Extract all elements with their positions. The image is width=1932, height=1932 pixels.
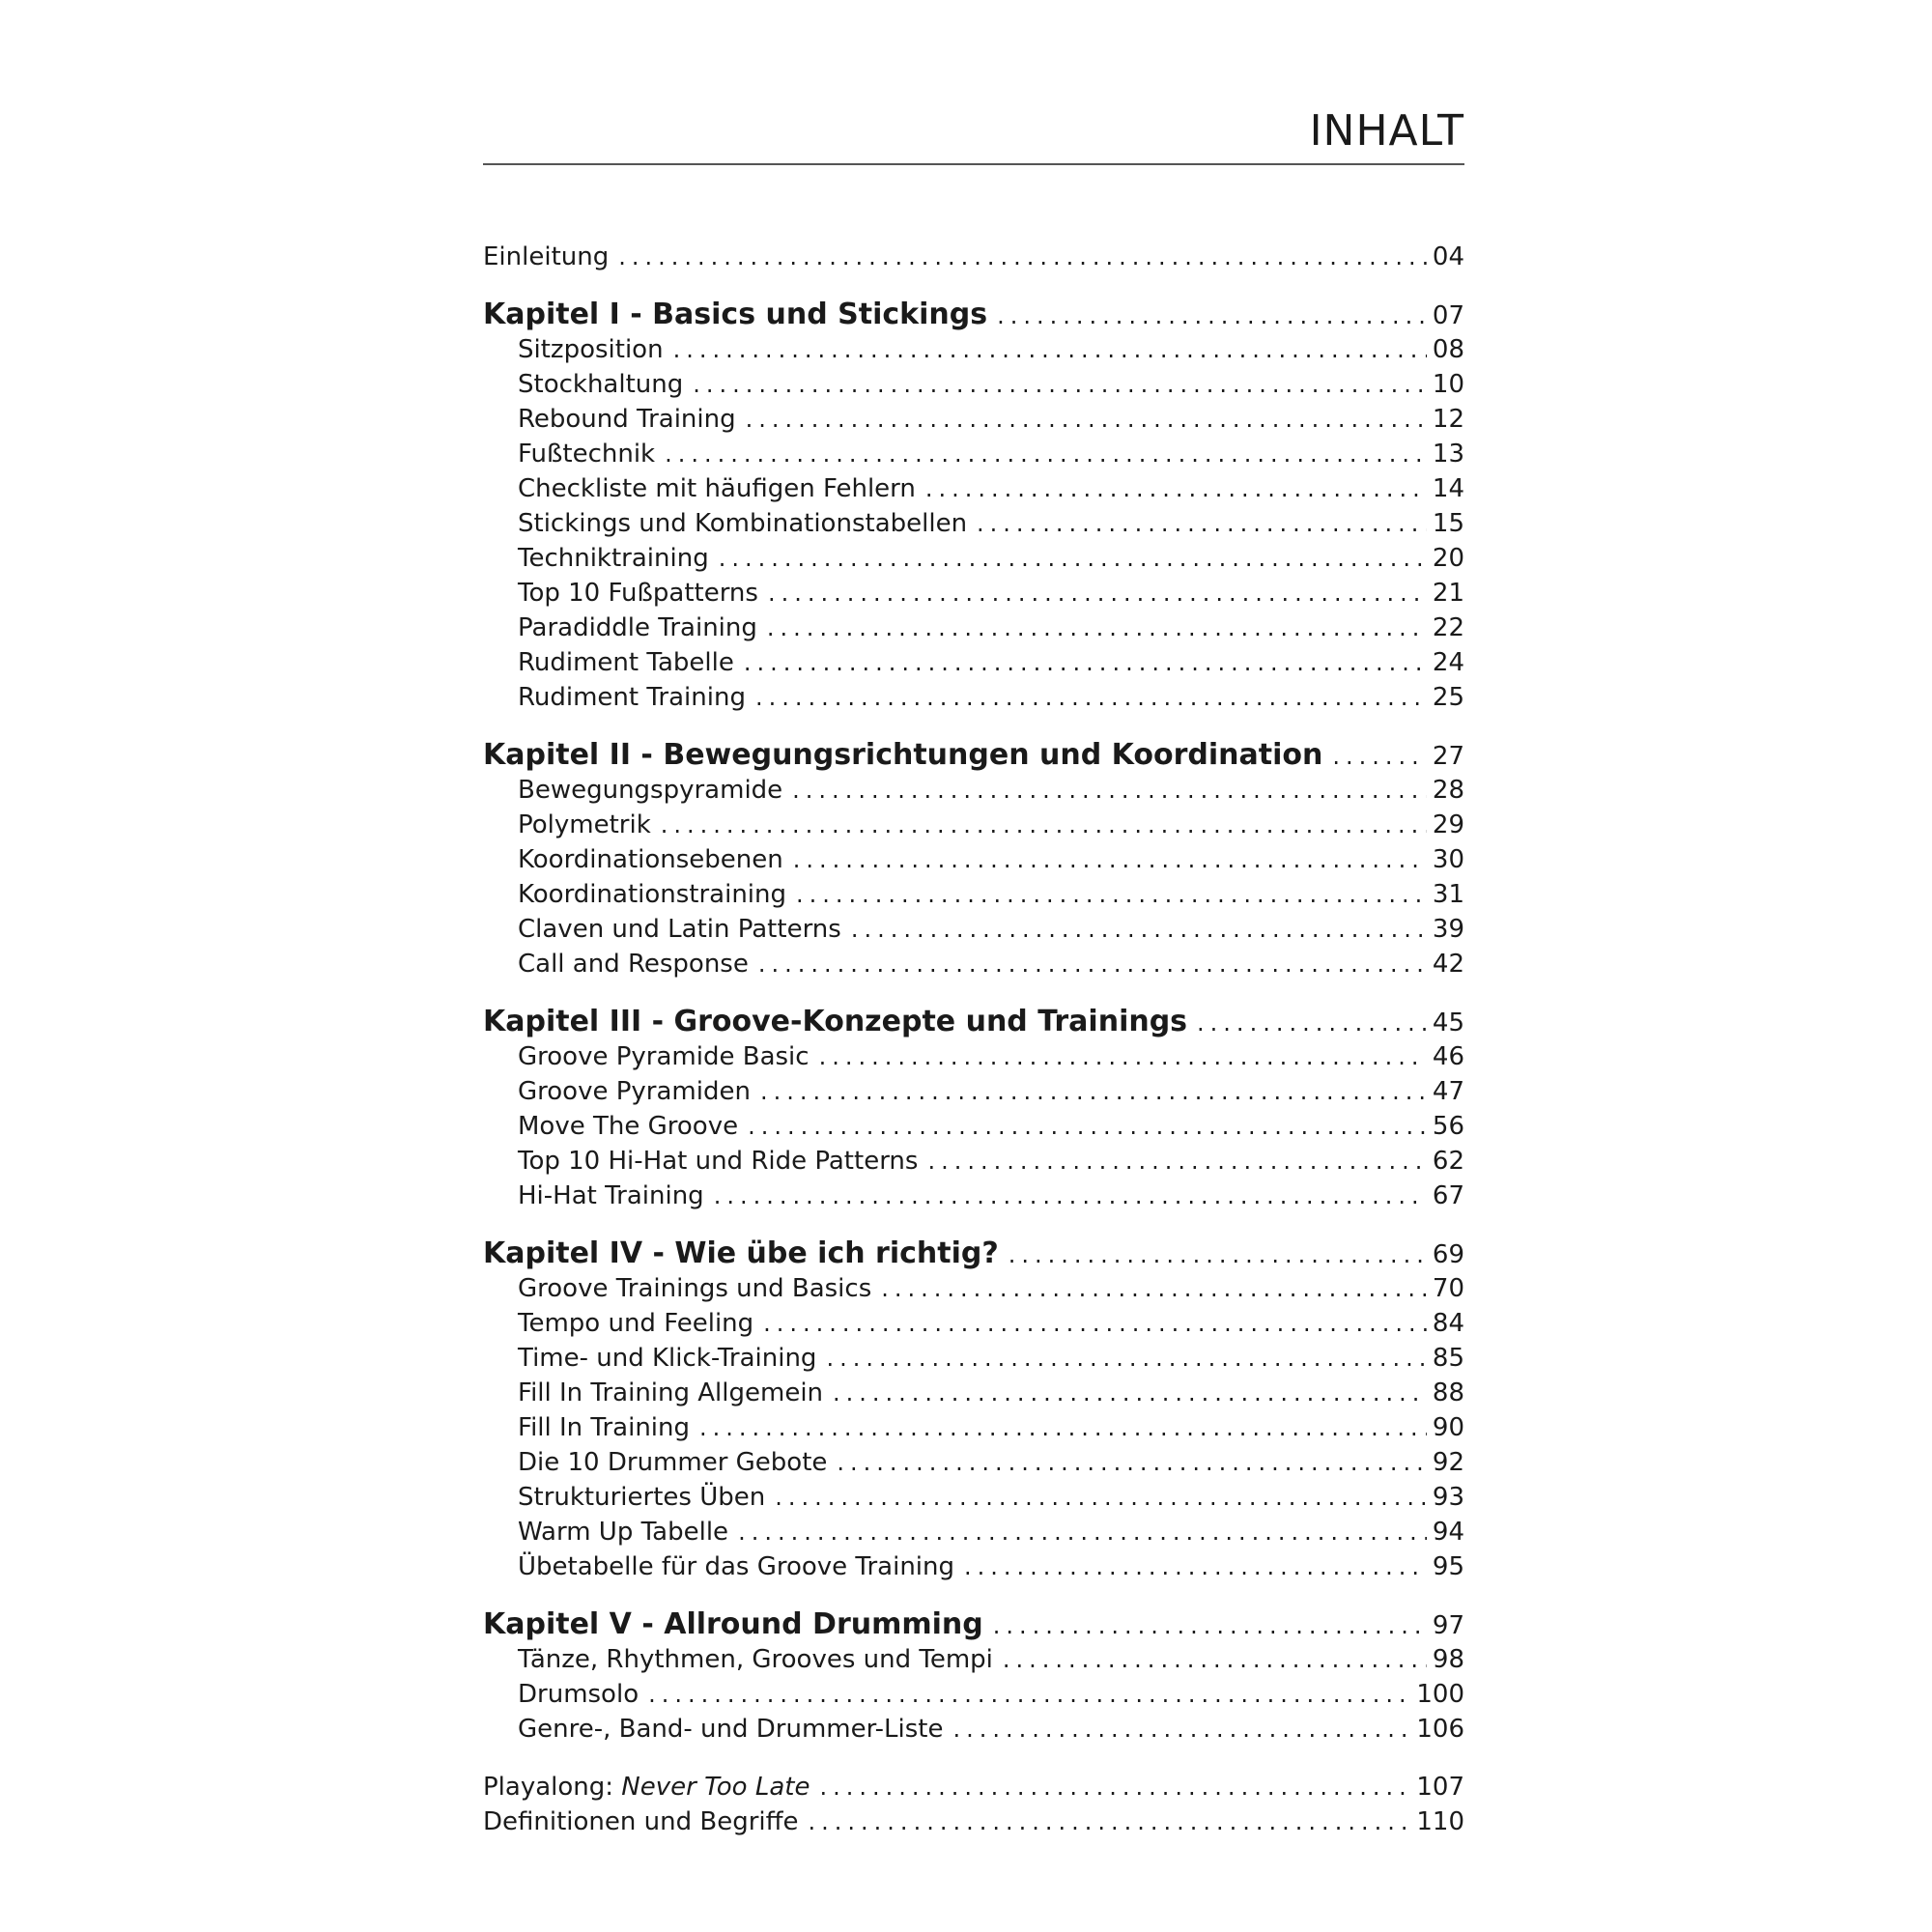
dot-leader (738, 1515, 1427, 1549)
dot-leader (826, 1341, 1426, 1376)
chapter-title (483, 1005, 1197, 1039)
entry-label-text: Definitionen und Begriffe (483, 1807, 799, 1836)
toc-entry (483, 1039, 1464, 1074)
entry-label-text: Kapitel IV - Wie übe ich richtig? (483, 1236, 999, 1270)
entry-title (518, 773, 792, 808)
entry-title (518, 1480, 775, 1515)
page-number: 100 (1416, 1680, 1464, 1709)
entry-label-text: Einleitung (483, 242, 610, 271)
entry-title (518, 1712, 952, 1747)
dot-leader (1197, 1006, 1427, 1040)
entry-label-text: Strukturiertes Üben (518, 1483, 766, 1512)
page-number: 21 (1432, 579, 1464, 608)
entry-label-text: Tempo und Feeling (518, 1309, 754, 1338)
toc-entry (483, 1144, 1464, 1179)
entry-label-text: Kapitel II - Bewegungsrichtungen und Koordination (483, 738, 1323, 772)
toc-page (483, 0, 1464, 1932)
entry-title (518, 1179, 714, 1213)
page-number: 42 (1432, 950, 1464, 979)
entry-label-text: Rudiment Training (518, 683, 746, 712)
dot-leader (648, 1677, 1410, 1712)
entry-label-text: Genre-, Band- und Drummer-Liste (518, 1715, 944, 1744)
dot-leader (714, 1179, 1427, 1213)
toc-entry (483, 1271, 1464, 1306)
page-number: 56 (1432, 1112, 1464, 1141)
page-number: 04 (1432, 242, 1464, 271)
toc-chapter-entry (483, 298, 1464, 332)
toc-entry (483, 1549, 1464, 1584)
toc-entry (483, 912, 1464, 947)
page-number: 29 (1432, 810, 1464, 839)
entry-label-text: Hi-Hat Training (518, 1181, 704, 1210)
entry-label-text: Übetabelle für das Groove Training (518, 1552, 955, 1581)
page-number: 20 (1432, 544, 1464, 573)
dot-leader (796, 877, 1427, 912)
entry-label-text: Call and Response (518, 950, 749, 979)
toc-entry (483, 367, 1464, 402)
toc-chapter-entry (483, 1005, 1464, 1039)
entry-label-text: Rudiment Tabelle (518, 648, 734, 677)
page-number: 97 (1432, 1611, 1464, 1640)
entry-title (483, 1804, 809, 1839)
entry-title (518, 471, 925, 506)
table-of-contents (483, 240, 1464, 1839)
entry-label-text: Fill In Training (518, 1413, 691, 1442)
page-number: 10 (1432, 370, 1464, 399)
entry-title (518, 1074, 760, 1109)
dot-leader (819, 1039, 1427, 1074)
entry-title (518, 1642, 1003, 1677)
dot-leader (1003, 1642, 1427, 1677)
entry-title (518, 541, 719, 576)
entry-title (518, 506, 977, 541)
dot-leader (993, 1608, 1427, 1643)
entry-title (518, 1677, 648, 1712)
page-number: 31 (1432, 880, 1464, 909)
entry-label-text: Groove Trainings und Basics (518, 1274, 872, 1303)
page-number: 107 (1416, 1773, 1464, 1802)
entry-label-text: Kapitel V - Allround Drumming (483, 1607, 983, 1641)
toc-entry (483, 1712, 1464, 1747)
toc-entry (483, 402, 1464, 437)
entry-title (518, 611, 767, 645)
toc-chapter-entry (483, 738, 1464, 773)
dot-leader (763, 1306, 1427, 1341)
page-number: 62 (1432, 1147, 1464, 1176)
entry-title (518, 1271, 881, 1306)
entry-title (518, 402, 746, 437)
page-number: 47 (1432, 1077, 1464, 1106)
entry-label-text: Polymetrik (518, 810, 651, 839)
toc-entry (483, 1642, 1464, 1677)
toc-entry (483, 947, 1464, 981)
toc-entry (483, 1515, 1464, 1549)
toc-entry (483, 541, 1464, 576)
toc-entry (483, 842, 1464, 877)
dot-leader (693, 367, 1427, 402)
page-number: 110 (1416, 1807, 1464, 1836)
toc-entry (483, 576, 1464, 611)
entry-label-text: Time- und Klick-Training (518, 1344, 817, 1373)
entry-label-text: Bewegungspyramide (518, 776, 783, 805)
page-number: 12 (1432, 405, 1464, 434)
toc-chapter-entry (483, 1236, 1464, 1271)
chapter-title (483, 738, 1332, 773)
entry-label-text: Techniktraining (518, 544, 709, 573)
dot-leader (1332, 739, 1427, 774)
page-number: 08 (1432, 335, 1464, 364)
toc-entry (483, 1770, 1464, 1804)
entry-title (518, 680, 755, 715)
page-number: 15 (1432, 509, 1464, 538)
toc-entry (483, 773, 1464, 808)
dot-leader (748, 1109, 1427, 1144)
entry-label-text: Die 10 Drummer Gebote (518, 1448, 828, 1477)
page-number: 94 (1432, 1518, 1464, 1547)
chapter-title (483, 1607, 993, 1642)
page-number: 27 (1432, 742, 1464, 771)
chapter-title (483, 298, 997, 332)
toc-entry (483, 1804, 1464, 1839)
entry-title (518, 1039, 819, 1074)
chapter-title (483, 1236, 1009, 1271)
toc-entry (483, 1306, 1464, 1341)
entry-label-text: Drumsolo (518, 1680, 639, 1709)
toc-entry (483, 1109, 1464, 1144)
dot-leader (809, 1804, 1411, 1839)
entry-title (518, 912, 851, 947)
entry-label-text: Sitzposition (518, 335, 664, 364)
page-number: 46 (1432, 1042, 1464, 1071)
dot-leader (673, 332, 1427, 367)
entry-label-text: Kapitel III - Groove-Konzepte und Trainings (483, 1005, 1188, 1038)
entry-label-text: Paradiddle Training (518, 613, 757, 642)
entry-label-text: Move The Groove (518, 1112, 739, 1141)
page-number: 07 (1432, 301, 1464, 330)
toc-entry (483, 506, 1464, 541)
entry-label-text: Koordinationsebenen (518, 845, 783, 874)
entry-label-text: Top 10 Hi-Hat und Ride Patterns (518, 1147, 919, 1176)
dot-leader (925, 471, 1427, 506)
entry-label-italic: Never Too Late (621, 1773, 810, 1802)
page-number: 69 (1432, 1240, 1464, 1269)
entry-title (518, 1410, 699, 1445)
entry-title (518, 1445, 837, 1480)
page-number: 28 (1432, 776, 1464, 805)
dot-leader (964, 1549, 1427, 1584)
dot-leader (833, 1376, 1427, 1410)
dot-leader (793, 842, 1427, 877)
entry-title (518, 576, 768, 611)
dot-leader (977, 506, 1427, 541)
entry-label-text: Koordinationstraining (518, 880, 787, 909)
toc-entry (483, 808, 1464, 842)
entry-title (518, 1341, 826, 1376)
toc-entry (483, 877, 1464, 912)
toc-entry (483, 645, 1464, 680)
entry-label-text: Rebound Training (518, 405, 736, 434)
page-number: 14 (1432, 474, 1464, 503)
entry-label-text: Kapitel I - Basics und Stickings (483, 298, 988, 331)
entry-title (518, 1144, 927, 1179)
entry-title (483, 1770, 819, 1804)
toc-entry (483, 240, 1464, 274)
entry-label-text: Top 10 Fußpatterns (518, 579, 758, 608)
dot-leader (768, 576, 1427, 611)
entry-label-text: Groove Pyramiden (518, 1077, 751, 1106)
toc-chapter-entry (483, 1607, 1464, 1642)
entry-title (518, 1549, 964, 1584)
page-number: 95 (1432, 1552, 1464, 1581)
page-number: 13 (1432, 440, 1464, 469)
dot-leader (755, 680, 1427, 715)
page-number: 85 (1432, 1344, 1464, 1373)
page-number: 45 (1432, 1009, 1464, 1037)
entry-title (518, 367, 693, 402)
entry-title (518, 877, 796, 912)
toc-entry (483, 1074, 1464, 1109)
page-number: 30 (1432, 845, 1464, 874)
toc-entry (483, 680, 1464, 715)
dot-leader (997, 298, 1427, 333)
entry-label-text: Stickings und Kombinationstabellen (518, 509, 968, 538)
toc-entry (483, 332, 1464, 367)
entry-label-text: Warm Up Tabelle (518, 1518, 729, 1547)
entry-label-text: Fill In Training Allgemein (518, 1378, 824, 1407)
dot-leader (927, 1144, 1426, 1179)
entry-label-text: Playalong: (483, 1773, 622, 1802)
entry-title (518, 332, 673, 367)
page-title: INHALT (1309, 106, 1464, 156)
page-number: 70 (1432, 1274, 1464, 1303)
entry-label-text: Tänze, Rhythmen, Grooves und Tempi (518, 1645, 993, 1674)
entry-title (518, 1376, 833, 1410)
entry-label-text: Groove Pyramide Basic (518, 1042, 810, 1071)
toc-entry (483, 437, 1464, 471)
toc-entry (483, 1179, 1464, 1213)
toc-entry (483, 1480, 1464, 1515)
dot-leader (819, 1770, 1410, 1804)
entry-label-text: Checkliste mit häufigen Fehlern (518, 474, 916, 503)
dot-leader (792, 773, 1427, 808)
toc-entry (483, 471, 1464, 506)
dot-leader (719, 541, 1427, 576)
dot-leader (837, 1445, 1427, 1480)
page-number: 39 (1432, 915, 1464, 944)
dot-leader (775, 1480, 1427, 1515)
entry-title (483, 240, 618, 274)
entry-title (518, 1306, 763, 1341)
toc-entry (483, 1376, 1464, 1410)
toc-entry (483, 1410, 1464, 1445)
dot-leader (746, 402, 1427, 437)
page-number: 93 (1432, 1483, 1464, 1512)
dot-leader (760, 1074, 1427, 1109)
dot-leader (952, 1712, 1410, 1747)
page-number: 98 (1432, 1645, 1464, 1674)
dot-leader (618, 240, 1427, 274)
entry-title (518, 1515, 738, 1549)
toc-entry (483, 1445, 1464, 1480)
dot-leader (744, 645, 1427, 680)
entry-title (518, 437, 665, 471)
entry-label-text: Claven und Latin Patterns (518, 915, 841, 944)
page-number: 88 (1432, 1378, 1464, 1407)
title-divider (483, 163, 1464, 165)
page-number: 90 (1432, 1413, 1464, 1442)
entry-label-text: Stockhaltung (518, 370, 684, 399)
toc-entry (483, 611, 1464, 645)
page-number: 22 (1432, 613, 1464, 642)
page-number: 24 (1432, 648, 1464, 677)
page-number: 106 (1416, 1715, 1464, 1744)
dot-leader (665, 437, 1427, 471)
dot-leader (851, 912, 1427, 947)
entry-title (518, 947, 758, 981)
toc-entry (483, 1341, 1464, 1376)
dot-leader (1009, 1237, 1427, 1272)
entry-title (518, 1109, 748, 1144)
entry-title (518, 808, 661, 842)
page-number: 92 (1432, 1448, 1464, 1477)
page-number: 67 (1432, 1181, 1464, 1210)
dot-leader (661, 808, 1427, 842)
entry-title (518, 842, 793, 877)
entry-label-text: Fußtechnik (518, 440, 656, 469)
dot-leader (699, 1410, 1427, 1445)
page-number: 25 (1432, 683, 1464, 712)
entry-title (518, 645, 744, 680)
dot-leader (758, 947, 1427, 981)
toc-entry (483, 1677, 1464, 1712)
dot-leader (767, 611, 1427, 645)
page-number: 84 (1432, 1309, 1464, 1338)
dot-leader (881, 1271, 1427, 1306)
